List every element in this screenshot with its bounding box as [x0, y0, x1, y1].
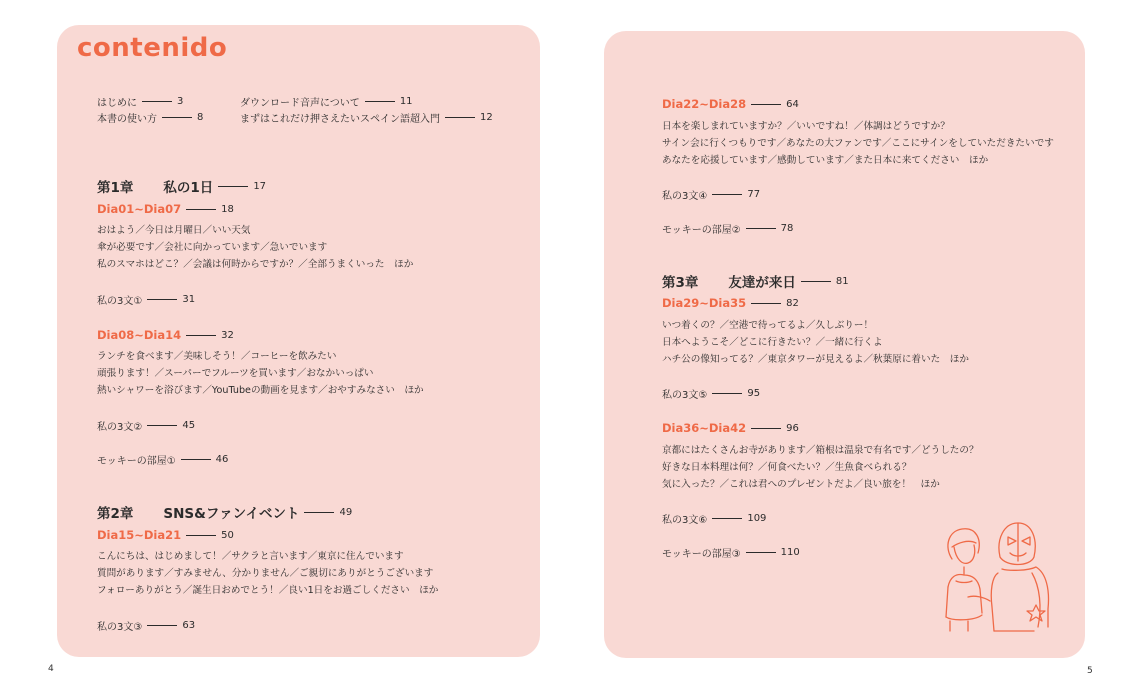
leader-line	[186, 335, 216, 336]
dia36-42-heading[interactable]	[662, 421, 799, 435]
right-page	[604, 31, 1085, 658]
dia15-21-heading[interactable]	[97, 528, 234, 542]
phrase-line: 熱いシャワーを浴びます／YouTubeの動画を見ます／おやすみなさい ほか	[97, 385, 424, 396]
toc-entry-three-sentences-3[interactable]	[97, 618, 195, 633]
toc-entry-label: モッキーの部屋③	[662, 549, 741, 560]
toc-entry-mocky-room-1[interactable]	[97, 452, 228, 467]
dia29-35-phrases	[662, 317, 969, 368]
leader-line	[304, 512, 334, 513]
dia29-35-heading[interactable]	[662, 296, 799, 310]
phrase-line: サイン会に行くつもりです／あなたの大ファンです／ここにサインをしていただきたいです	[662, 138, 1054, 149]
phrase-line: こんにちは、はじめまして！／サクラと言います／東京に住んでいます	[97, 551, 404, 562]
chapter-title: SNS&ファンイベント	[163, 506, 300, 522]
phrase-line: 日本を楽しまれていますか？／いいですね！／体調はどうですか？	[662, 121, 950, 132]
chapter-title: 友達が来日	[728, 275, 796, 291]
toc-entry-label: はじめに	[97, 98, 137, 109]
toc-entry-page: 31	[182, 294, 196, 305]
dia-page: 64	[786, 98, 799, 110]
chapter-3-heading[interactable]	[662, 271, 849, 291]
phrase-line: 傘が必要です／会社に向かっています／急いでいます	[97, 242, 328, 253]
chapter-page: 81	[835, 275, 849, 287]
toc-entry-three-sentences-6[interactable]	[662, 511, 766, 526]
leader-line	[147, 425, 177, 426]
chapter-number: 第1章	[97, 180, 134, 196]
toc-entry-label: ダウンロード音声について	[240, 98, 360, 109]
leader-line	[746, 552, 776, 553]
phrase-line: 気に入った？／これは君へのプレゼントだよ／良い旅を！ ほか	[662, 479, 940, 490]
dia01-07-phrases	[97, 222, 413, 273]
dia-range-label: Dia22~Dia28	[662, 97, 747, 111]
toc-entry-page: 110	[780, 547, 800, 558]
dia-page: 32	[221, 329, 234, 341]
leader-line	[142, 101, 172, 102]
dia36-42-phrases	[662, 442, 979, 493]
toc-entry-page: 12	[480, 112, 493, 123]
toc-entry-label: 私の3文①	[97, 296, 143, 307]
toc-entry-page: 78	[780, 223, 794, 234]
leader-line	[746, 228, 776, 229]
dia-range-label: Dia29~Dia35	[662, 296, 747, 310]
leader-line	[218, 186, 248, 187]
toc-entry-page: 11	[399, 96, 413, 107]
chapter-title: 私の1日	[163, 180, 214, 196]
dia-range-label: Dia08~Dia14	[97, 328, 182, 342]
dia08-14-heading[interactable]	[97, 328, 234, 342]
leader-line	[186, 535, 216, 536]
toc-entry-how-to-use[interactable]	[97, 110, 203, 125]
toc-entry-label: 私の3文②	[97, 422, 143, 433]
toc-entry-three-sentences-5[interactable]	[662, 386, 760, 401]
phrase-line: 私のスマホはどこ？／会議は何時からですか？／全部うまくいった ほか	[97, 259, 414, 270]
toc-entry-label: モッキーの部屋①	[97, 456, 176, 467]
toc-entry-intro[interactable]	[97, 94, 183, 109]
chapter-number: 第3章	[662, 275, 699, 291]
leader-line	[162, 117, 192, 118]
phrase-line: 京都にはたくさんお寺があります／箱根は温泉で有名です／どうしたの？	[662, 445, 979, 456]
toc-entry-label: 本書の使い方	[97, 114, 157, 125]
toc-entry-label: 私の3文④	[662, 191, 708, 202]
phrase-line: フォローありがとう／誕生日おめでとう！／良い1日をお過ごしください ほか	[97, 585, 439, 596]
toc-entry-page: 46	[215, 454, 229, 465]
toc-entry-label: 私の3文③	[97, 622, 143, 633]
dia-range-label: Dia01~Dia07	[97, 202, 182, 216]
leader-line	[445, 117, 475, 118]
chapter-page: 17	[253, 180, 267, 192]
toc-entry-page: 3	[177, 96, 184, 107]
toc-entry-download[interactable]	[240, 94, 413, 109]
phrase-line: おはよう／今日は月曜日／いい天気	[97, 225, 251, 236]
toc-entry-three-sentences-2[interactable]	[97, 418, 195, 433]
toc-entry-label: 私の3文⑥	[662, 515, 708, 526]
toc-entry-three-sentences-1[interactable]	[97, 292, 195, 307]
leader-line	[147, 299, 177, 300]
leader-line	[801, 281, 831, 282]
dia-range-label: Dia36~Dia42	[662, 421, 747, 435]
leader-line	[712, 393, 742, 394]
dia-range-label: Dia15~Dia21	[97, 528, 182, 542]
toc-entry-page: 45	[182, 420, 196, 431]
phrase-line: いつ着くの？／空港で待ってるよ／久しぶりー！	[662, 320, 874, 331]
dia22-28-heading[interactable]	[662, 97, 799, 111]
leader-line	[751, 428, 781, 429]
toc-entry-spanish-intro[interactable]	[240, 110, 493, 125]
chapter-page: 49	[339, 506, 353, 518]
toc-entry-page: 63	[182, 620, 196, 631]
toc-entry-label: まずはこれだけ押さえたいスペイン語超入門	[240, 114, 440, 125]
dia-page: 96	[786, 422, 799, 434]
toc-entry-page: 109	[747, 513, 767, 524]
leader-line	[712, 518, 742, 519]
toc-entry-label: 私の3文⑤	[662, 390, 708, 401]
leader-line	[147, 625, 177, 626]
leader-line	[186, 209, 216, 210]
toc-entry-page: 95	[747, 388, 761, 399]
leader-line	[751, 104, 781, 105]
phrase-line: 日本へようこそ／どこに行きたい？／一緒に行くよ	[662, 337, 883, 348]
chapter-1-heading[interactable]	[97, 176, 266, 196]
leader-line	[751, 303, 781, 304]
toc-entry-page: 8	[197, 112, 204, 123]
dia-page: 18	[221, 203, 234, 215]
phrase-line: ハチ公の像知ってる？／東京タワーが見えるよ／秋葉原に着いた ほか	[662, 354, 969, 365]
phrase-line: 頑張ります！／スーパーでフルーツを買います／おなかいっぱい	[97, 368, 374, 379]
contenido-logo: contenido	[77, 33, 228, 63]
phrase-line: あなたを応援しています／感動しています／また日本に来てください ほか	[662, 155, 989, 166]
toc-entry-mocky-room-2[interactable]	[662, 221, 793, 236]
dia01-07-heading[interactable]	[97, 202, 234, 216]
phrase-line: ランチを食べます／美味しそう！／コーヒーを飲みたい	[97, 351, 337, 362]
toc-entry-three-sentences-4[interactable]	[662, 187, 760, 202]
left-page	[57, 25, 540, 657]
page-number-right: 5	[1087, 666, 1093, 676]
dia-page: 82	[786, 297, 799, 309]
toc-entry-mocky-room-3[interactable]	[662, 545, 800, 560]
phrase-line: 質問があります／すみません、分かりません／ご親切にありがとうございます	[97, 568, 434, 579]
girl-and-masked-wrestler-illustration	[938, 517, 1062, 635]
leader-line	[365, 101, 395, 102]
toc-entry-page: 77	[747, 189, 761, 200]
leader-line	[181, 459, 211, 460]
toc-entry-label: モッキーの部屋②	[662, 225, 741, 236]
dia08-14-phrases	[97, 348, 424, 399]
phrase-line: 好きな日本料理は何？／何食べたい？／生魚食べられる？	[662, 462, 912, 473]
dia22-28-phrases	[662, 118, 1054, 169]
chapter-number: 第2章	[97, 506, 134, 522]
chapter-2-heading[interactable]	[97, 502, 352, 522]
dia-page: 50	[221, 529, 234, 541]
leader-line	[712, 194, 742, 195]
dia15-21-phrases	[97, 548, 438, 599]
page-number-left: 4	[48, 664, 54, 674]
